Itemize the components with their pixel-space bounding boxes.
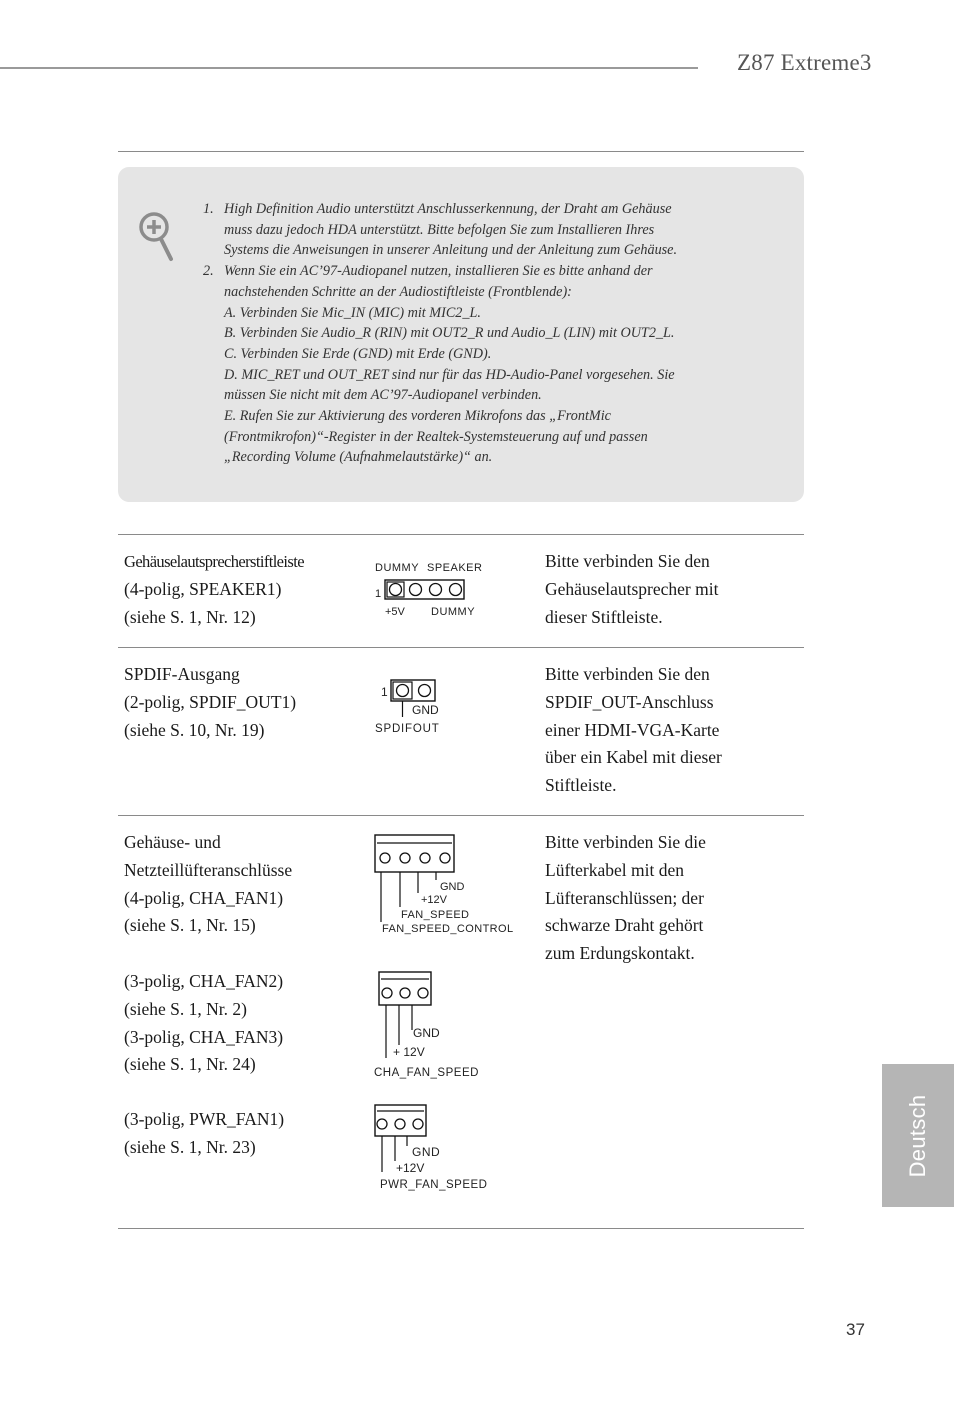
fan-instruction-line: Lüfteranschlüssen; der: [545, 887, 704, 908]
fan4-speed-label: FAN_SPEED: [401, 909, 470, 921]
speaker-instruction-line: dieser Stiftleiste.: [545, 606, 663, 627]
fan-pins: (4-polig, CHA_FAN1): [124, 887, 284, 908]
speaker-header-diagram: [370, 558, 500, 620]
pin: [390, 584, 402, 596]
note-item-number: 2.: [203, 263, 214, 280]
pin: [420, 853, 430, 863]
header-outline: [391, 680, 435, 701]
note-line: nachstehenden Schritte an der Audiostiftleiste (Frontblende):: [224, 283, 572, 300]
note-item-number: 1.: [203, 201, 214, 217]
cha-fan-gnd-label: GND: [413, 1026, 440, 1040]
top-rule: [118, 151, 804, 152]
note-line: „Recording Volume (Aufnahmelautstärke)“ an.: [224, 449, 493, 466]
spdif-description: [124, 661, 296, 744]
model-title: Z87 Extreme3: [737, 50, 872, 75]
language-tab-label: Deutsch: [905, 1094, 930, 1177]
pin: [400, 988, 410, 998]
speaker-title: Gehäuselautsprecherstiftleiste: [124, 552, 304, 571]
fan-connector-outline: [375, 1105, 426, 1136]
pin: [450, 584, 462, 596]
fan-description-pwr: [124, 1106, 284, 1162]
pin1-label: 1: [375, 588, 382, 600]
pwr-fan-speed-label: PWR_FAN_SPEED: [380, 1179, 488, 1191]
fan-reference: (siehe S. 1, Nr. 2): [124, 998, 247, 1019]
pin: [419, 685, 431, 697]
note-line: muss dazu jedoch HDA unterstützt. Bitte befolgen Sie zum Installieren Ihres: [224, 221, 655, 238]
speaker-top-label-dummy: DUMMY: [375, 562, 420, 574]
note-line: D. MIC_RET und OUT_RET sind nur für das HD-Audio-Panel vorgesehen. Sie: [224, 366, 675, 383]
spdif-instruction-line: Stiftleiste.: [545, 775, 617, 796]
fan-instruction-line: Lüfterkabel mit den: [545, 859, 684, 880]
speaker-instruction-line: Gehäuselautsprecher mit: [545, 578, 719, 599]
spdif-pins: (2-polig, SPDIF_OUT1): [124, 691, 297, 712]
cha-fan-speed-label: CHA_FAN_SPEED: [374, 1067, 479, 1079]
spdif-gnd-label: GND: [412, 703, 439, 717]
note-item-2: [203, 261, 748, 468]
fan4-12v-label: +12V: [421, 894, 447, 906]
note-list: [203, 199, 748, 468]
note-line: High Definition Audio unterstützt Anschlusserkennung, der Draht am Gehäuse: [224, 201, 672, 217]
pin: [440, 853, 450, 863]
speaker-description: [124, 548, 304, 631]
speaker-instruction-line: Bitte verbinden Sie den: [545, 551, 710, 571]
pwr-fan-12v-label: +12V: [396, 1161, 425, 1175]
spdif-reference: (siehe S. 10, Nr. 19): [124, 719, 265, 740]
fan-reference: (siehe S. 1, Nr. 23): [124, 1136, 256, 1157]
spdif-instructions: [545, 661, 722, 800]
fan-instruction-line: schwarze Draht gehört: [545, 915, 704, 936]
note-line: Systems die Anweisungen in unserer Anleitung und der Anleitung zum Gehäuse.: [224, 242, 678, 259]
speaker-pins: (4-polig, SPEAKER1): [124, 578, 282, 599]
pin: [410, 584, 422, 596]
fan-title-line: Netzteillüfteranschlüsse: [124, 859, 293, 880]
note-line: A. Verbinden Sie Mic_IN (MIC) mit MIC2_L.: [224, 304, 481, 321]
pin: [377, 1119, 387, 1129]
note-item-1: [203, 199, 748, 261]
table-rule: [118, 647, 804, 648]
pin: [395, 1119, 405, 1129]
header-outline: [385, 580, 464, 599]
spdif-instruction-line: SPDIF_OUT-Anschluss: [545, 691, 714, 712]
fan4-speed-control-label: FAN_SPEED_CONTROL: [382, 923, 514, 935]
pwr-fan-gnd-label: GND: [412, 1145, 441, 1159]
fan-reference: (siehe S. 1, Nr. 15): [124, 915, 256, 936]
header-rule: [0, 67, 698, 69]
speaker-bottom-label-5v: +5V: [385, 606, 405, 618]
pin: [418, 988, 428, 998]
speaker-top-label-speaker: SPEAKER: [427, 562, 483, 574]
fan-pins: (3-polig, CHA_FAN2): [124, 971, 284, 991]
fan-description-4pin: [124, 829, 292, 940]
pin: [413, 1119, 423, 1129]
cha-fan-3pin-diagram: [370, 968, 500, 1083]
spdif-instruction-line: über ein Kabel mit dieser: [545, 747, 722, 768]
cha-fan-12v-label: + 12V: [393, 1045, 425, 1059]
fan-4pin-diagram: [370, 832, 530, 937]
fan-pins: (3-polig, CHA_FAN3): [124, 1026, 284, 1047]
spdif-name-label: SPDIFOUT: [375, 723, 440, 735]
pin: [430, 584, 442, 596]
note-line: B. Verbinden Sie Audio_R (RIN) mit OUT2_R und Audio_L (LIN) mit OUT2_L.: [224, 325, 675, 342]
fan-description-cha: [124, 968, 283, 1079]
note-line: E. Rufen Sie zur Aktivierung des vorderen Mikrofons das „FrontMic: [224, 408, 611, 425]
spdif-title: SPDIF-Ausgang: [124, 664, 240, 684]
fan-instruction-line: Bitte verbinden Sie die: [545, 832, 706, 852]
spdif-instruction-line: Bitte verbinden Sie den: [545, 664, 710, 684]
fan-reference: (siehe S. 1, Nr. 24): [124, 1054, 256, 1075]
speaker-bottom-label-dummy: DUMMY: [431, 606, 476, 618]
pin1-label: 1: [381, 685, 388, 699]
speaker-instructions: [545, 548, 718, 631]
speaker-reference: (siehe S. 1, Nr. 12): [124, 606, 256, 627]
note-line: (Frontmikrofon)“-Register in der Realtek-Systemsteuerung auf und passen: [224, 428, 648, 445]
fan-instructions: [545, 829, 706, 968]
table-rule: [118, 1228, 804, 1229]
magnifier-plus-icon: [137, 210, 177, 264]
pin: [380, 853, 390, 863]
note-line: Wenn Sie ein AC’97-Audiopanel nutzen, installieren Sie es bitte anhand der: [224, 263, 653, 280]
fan-instruction-line: zum Erdungskontakt.: [545, 943, 695, 964]
spdif-header-diagram: [370, 675, 460, 740]
pin: [382, 988, 392, 998]
fan-title-line: Gehäuse- und: [124, 832, 221, 852]
pin: [397, 685, 409, 697]
note-line: müssen Sie nicht mit dem AC’97-Audiopanel verbinden.: [224, 387, 542, 404]
table-rule: [118, 534, 804, 535]
page-number: 37: [846, 1320, 865, 1339]
language-tab: [882, 1064, 954, 1207]
table-rule: [118, 815, 804, 816]
pwr-fan-3pin-diagram: [370, 1101, 500, 1193]
fan4-gnd-label: GND: [440, 881, 465, 893]
pin: [400, 853, 410, 863]
note-line: C. Verbinden Sie Erde (GND) mit Erde (GND).: [224, 345, 492, 362]
spdif-instruction-line: einer HDMI-VGA-Karte: [545, 719, 720, 740]
fan-pins: (3-polig, PWR_FAN1): [124, 1109, 285, 1129]
